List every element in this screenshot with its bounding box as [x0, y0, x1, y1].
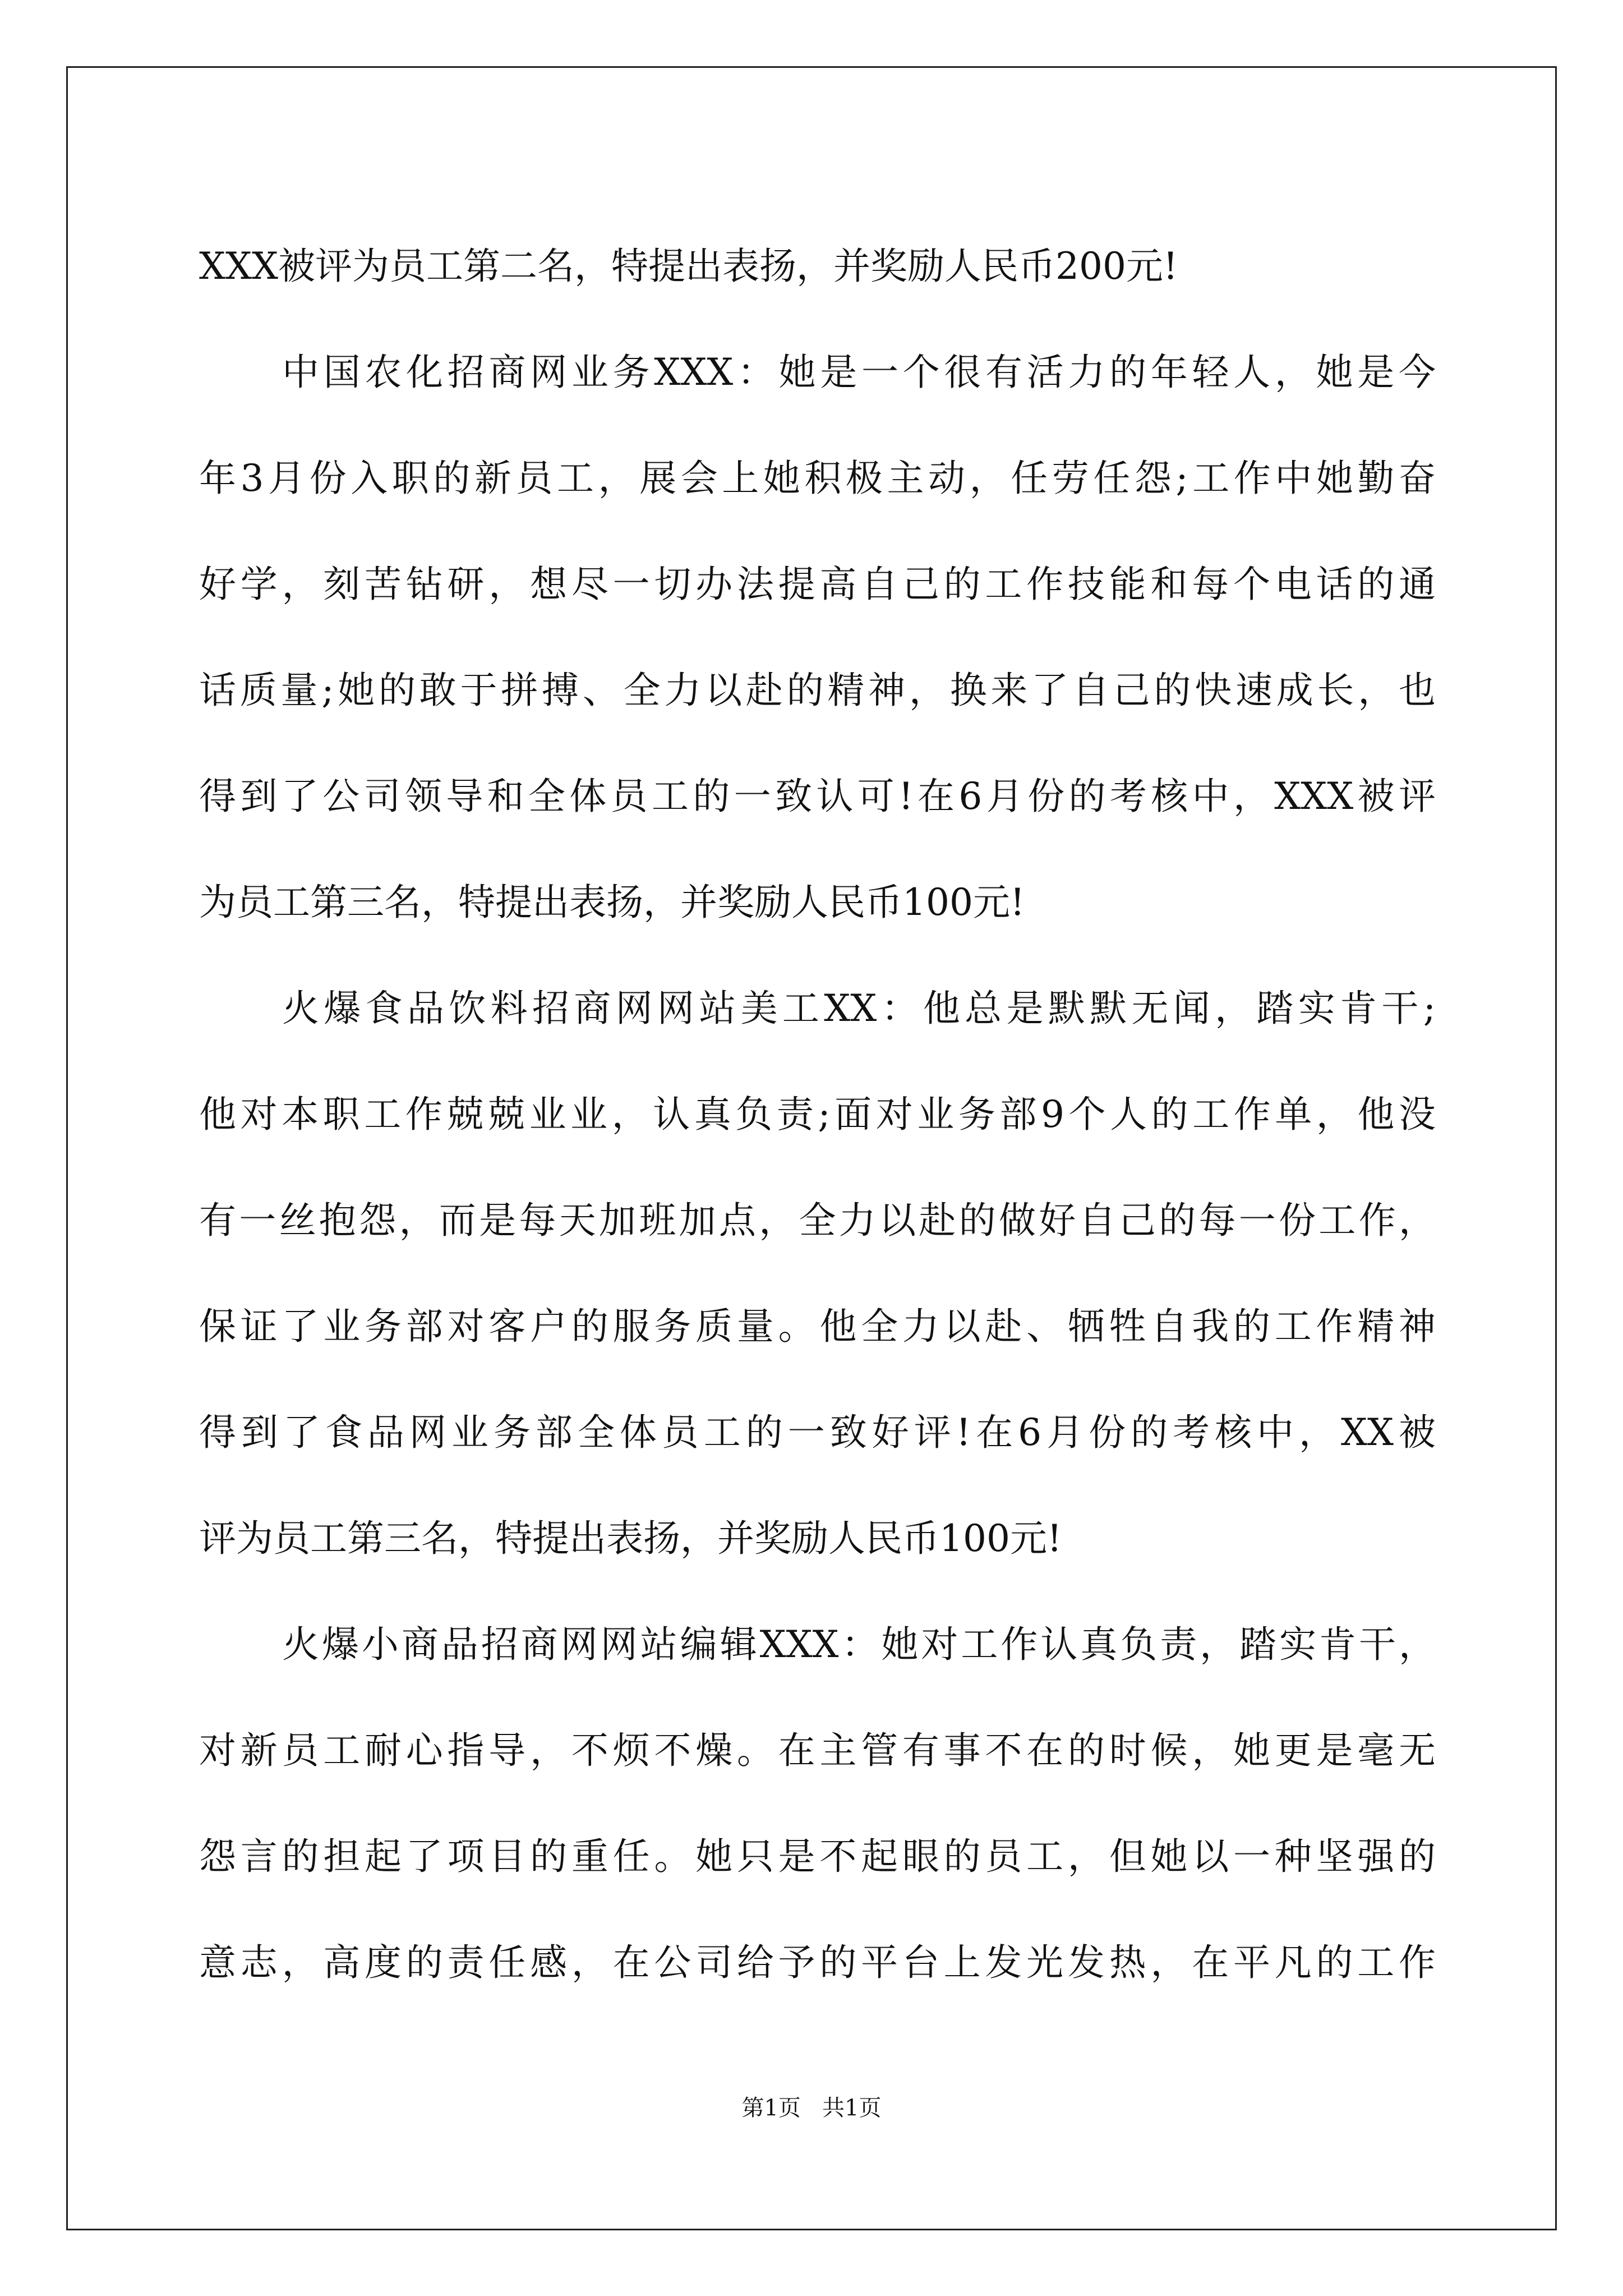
page-footer: 第1页 共1页 [741, 2095, 882, 2121]
text-line-13: 评为员工第三名，特提出表扬，并奖励人民币100元! [199, 1517, 1062, 1560]
text-line-1: XXX被评为员工第二名，特提出表扬，并奖励人民币200元! [199, 245, 1178, 288]
text-line-2: 中国农化招商网业务XXX：她是一个很有活力的年轻人，她是今 [282, 351, 1436, 394]
text-line-14: 火爆小商品招商网网站编辑XXX：她对工作认真负责，踏实肯干， [282, 1623, 1436, 1666]
text-line-5: 话质量;她的敢于拼搏、全力以赴的精神，换来了自己的快速成长，也 [199, 669, 1436, 712]
text-line-11: 保证了业务部对客户的服务质量。他全力以赴、牺牲自我的工作精神 [199, 1305, 1436, 1348]
text-line-17: 意志，高度的责任感，在公司给予的平台上发光发热，在平凡的工作 [199, 1941, 1436, 1984]
text-line-8: 火爆食品饮料招商网网站美工XX：他总是默默无闻，踏实肯干; [282, 987, 1436, 1030]
text-line-3: 年3月份入职的新员工，展会上她积极主动，任劳任怨;工作中她勤奋 [199, 457, 1436, 500]
text-line-4: 好学，刻苦钻研，想尽一切办法提高自己的工作技能和每个电话的通 [199, 563, 1436, 606]
text-line-10: 有一丝抱怨，而是每天加班加点，全力以赴的做好自己的每一份工作， [199, 1199, 1436, 1242]
text-line-15: 对新员工耐心指导，不烦不燥。在主管有事不在的时候，她更是毫无 [199, 1729, 1436, 1772]
text-line-6: 得到了公司领导和全体员工的一致认可!在6月份的考核中，XXX被评 [199, 775, 1436, 818]
text-line-9: 他对本职工作兢兢业业，认真负责;面对业务部9个人的工作单，他没 [199, 1093, 1436, 1136]
text-line-16: 怨言的担起了项目的重任。她只是不起眼的员工，但她以一种坚强的 [199, 1835, 1436, 1878]
text-line-12: 得到了食品网业务部全体员工的一致好评!在6月份的考核中，XX被 [199, 1411, 1436, 1454]
document-body [199, 213, 1436, 2016]
text-line-7: 为员工第三名，特提出表扬，并奖励人民币100元! [199, 881, 1025, 924]
